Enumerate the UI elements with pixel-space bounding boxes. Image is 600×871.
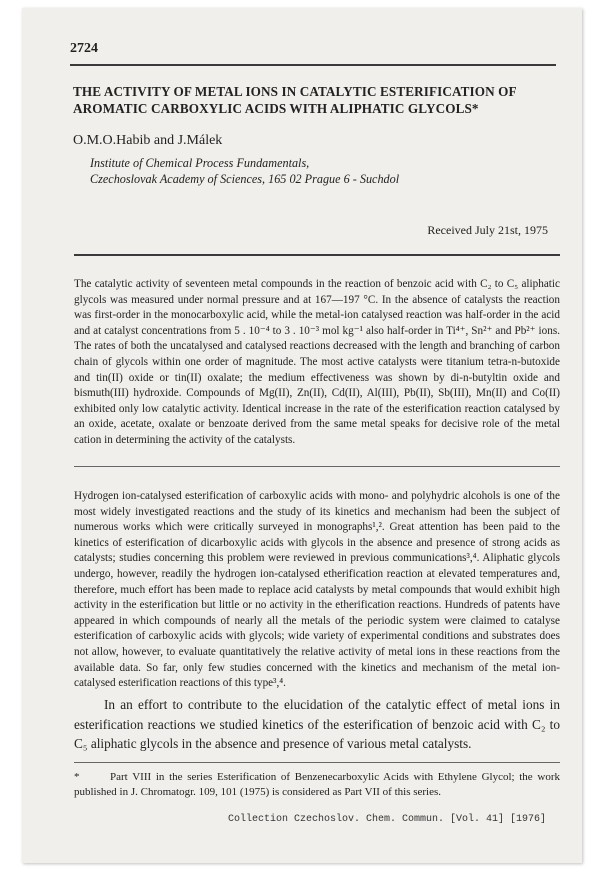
abstract: The catalytic activity of seventeen metal compounds in the reaction of benzoic acid with C₂ to C₅ aliphatic glycols was measured under normal pressure and at 167—197 °C. In the absence of catalysts the reaction was first-order in the monocarboxylic acid, while the metal-ion catalysed reaction was half-order in the acid and at catalyst concentrations from 5 . 10⁻⁴ to 3 . 10⁻³ mol kg⁻¹ also half-order in Ti⁴⁺, Sn²⁺ and Pb²⁺ ions. The rates of both the uncatalysed and catalysed reactions decreased with the length and branching of carbon chain of glycols within one order of magnitude. The most active catalysts were titanium tetra-n-butoxide and tin(II) oxide or tin(II) oxalate; the medium effectiveness was shown by di-n-butyltin oxide and bismuth(III) hydroxide. Compounds of Mg(II), Zn(II), Cd(II), Al(III), Pb(II), Sb(III), Mn(II) and Co(II) exhibited only low catalytic activity. Identical increase in the rate of the esterification reaction catalysed by an oxide, acetate, oxalate or benzoate derived from the same metal speaks for decisive role of the metal cation in determining the activity of the catalysts.	[74, 278, 560, 446]
journal-citation: Collection Czechoslov. Chem. Commun. [Vol. 41] [1976]	[227, 814, 546, 825]
received-date: Received July 21st, 1975	[427, 223, 548, 237]
footnote-mark: *	[74, 771, 80, 783]
authors: O.M.O.Habib and J.Málek	[73, 133, 223, 148]
page-number: 2724	[70, 41, 98, 56]
footnote	[74, 770, 560, 800]
header-rule	[70, 64, 556, 66]
affiliation-line-2: Czechoslovak Academy of Sciences, 165 02 Prague 6 - Suchdol	[90, 172, 400, 186]
footnote-rule	[74, 762, 560, 763]
affiliation-line-1: Institute of Chemical Process Fundamentals,	[90, 156, 310, 170]
abstract-top-rule	[74, 254, 560, 256]
body-paragraph-2: In an effort to contribute to the elucidation of the catalytic effect of metal ions in esterification reactions we studied kinetics of the esterification of benzoic acid with C₂ to C₅ aliphatic glycols in the absence and presence of various metal catalysts.	[74, 697, 560, 752]
footnote-text: Part VIII in the series Esterification of Benzenecarboxylic Acids with Ethylene Glycol; the work published in J. Chromatogr. 109, 101 (1975) is considered as Part VII of this series.	[74, 771, 560, 798]
journal-page	[22, 8, 582, 863]
article-title: THE ACTIVITY OF METAL IONS IN CATALYTIC ESTERIFICATION OF AROMATIC CARBOXYLIC ACIDS WITH ALIPHATIC GLYCOLS*	[73, 84, 517, 116]
body-paragraph-1: Hydrogen ion-catalysed esterification of carboxylic acids with mono- and polyhydric alcohols is one of the most widely investigated reactions and the study of its kinetics and mechanism had been the subject of numerous works which were critically surveyed in monographs¹,². Great attention has been paid to the kinetics of esterification of dicarboxylic acids with glycols in the absence and presence of strong acids as catalysts; studies concerning this problem were reviewed in previous communications³,⁴. Aliphatic glycols undergo, however, readily the hydrogen ion-catalysed etherification reaction at elevated temperatures and, therefore, much effort has been made to replace acid catalysts by metal compounds that would exhibit high activity in the esterification but little or no activity in the etherification reactions. Hundreds of patents have appeared in which compounds of nearly all the metals of the periodic system were claimed to catalyse esterification of carboxylic acids with glycols; wide variety of experimental conditions and substrates does not allow, however, to evaluate quantitatively the relative activity of metal ions in these reactions from the available data. So far, only few studies concerned with the kinetics and mechanism of the metal ion-catalysed esterification reactions of this type³,⁴.	[74, 490, 560, 690]
abstract-bottom-rule	[74, 466, 560, 467]
